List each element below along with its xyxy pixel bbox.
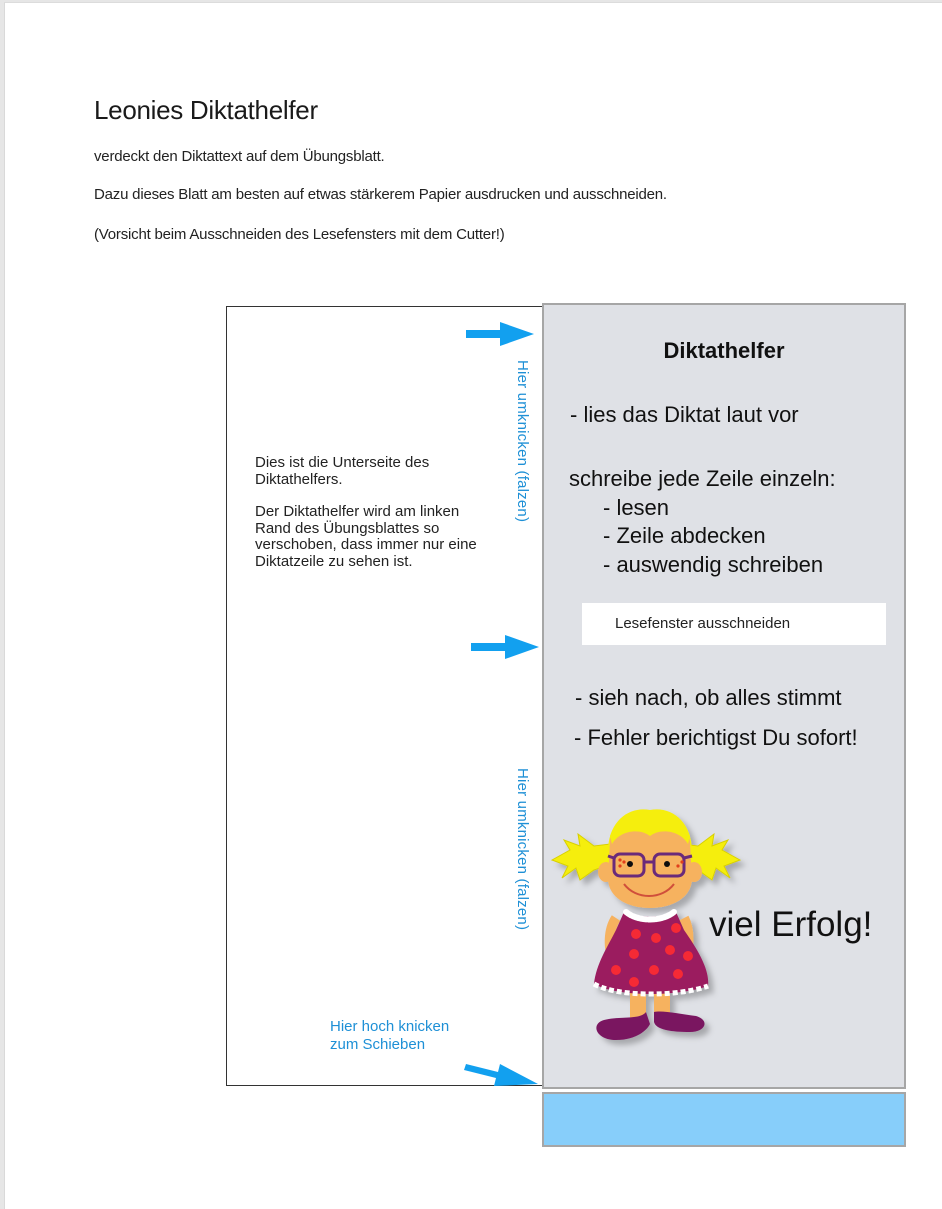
instruction-step: - lies das Diktat laut vor <box>570 402 799 427</box>
underside-panel <box>226 306 542 1086</box>
success-message: viel Erfolg! <box>709 905 873 944</box>
shoe-left <box>596 1012 650 1040</box>
fold-label-top: Hier umknicken (falzen) <box>514 360 531 523</box>
instruction-substep: - Zeile abdecken <box>603 523 766 548</box>
instruction-step: - Fehler berichtigst Du sofort! <box>574 725 858 750</box>
intro-line: (Vorsicht beim Ausschneiden des Lesefensters mit dem Cutter!) <box>94 226 505 243</box>
arrow-diagonal-icon <box>464 1052 540 1088</box>
arrow-right-icon <box>464 320 536 348</box>
push-tab <box>542 1092 906 1147</box>
instruction-step: - sieh nach, ob alles stimmt <box>575 685 842 710</box>
shoe-right <box>654 1011 705 1032</box>
underside-paragraph: Dies ist die Unterseite des Diktathelfers. <box>255 454 430 488</box>
instruction-substep: - auswendig schreiben <box>603 552 824 577</box>
instruction-step: schreibe jede Zeile einzeln: <box>569 466 836 491</box>
push-fold-label <box>330 1018 449 1054</box>
reading-window-label: Lesefenster ausschneiden <box>615 615 791 632</box>
front-heading: Diktathelfer <box>663 338 785 363</box>
page-title: Leonies Diktathelfer <box>94 95 318 125</box>
underside-paragraph: Der Diktathelfer wird am linken Rand des Übungsblattes so verschoben, dass immer nur eine Diktatzeile zu sehen ist. <box>255 503 477 570</box>
instruction-substep: - lesen <box>603 495 670 520</box>
fold-label-bottom: Hier umknicken (falzen) <box>514 768 531 931</box>
push-fold-label-line: Hier hoch knicken <box>330 1018 450 1035</box>
arrow-right-icon <box>469 633 541 661</box>
push-fold-label-line: zum Schieben <box>330 1036 426 1053</box>
intro-line: Dazu dieses Blatt am besten auf etwas stärkerem Papier ausdrucken und ausschneiden. <box>94 186 667 203</box>
intro-line: verdeckt den Diktattext auf dem Übungsblatt. <box>94 148 385 165</box>
underside-description <box>255 455 495 586</box>
